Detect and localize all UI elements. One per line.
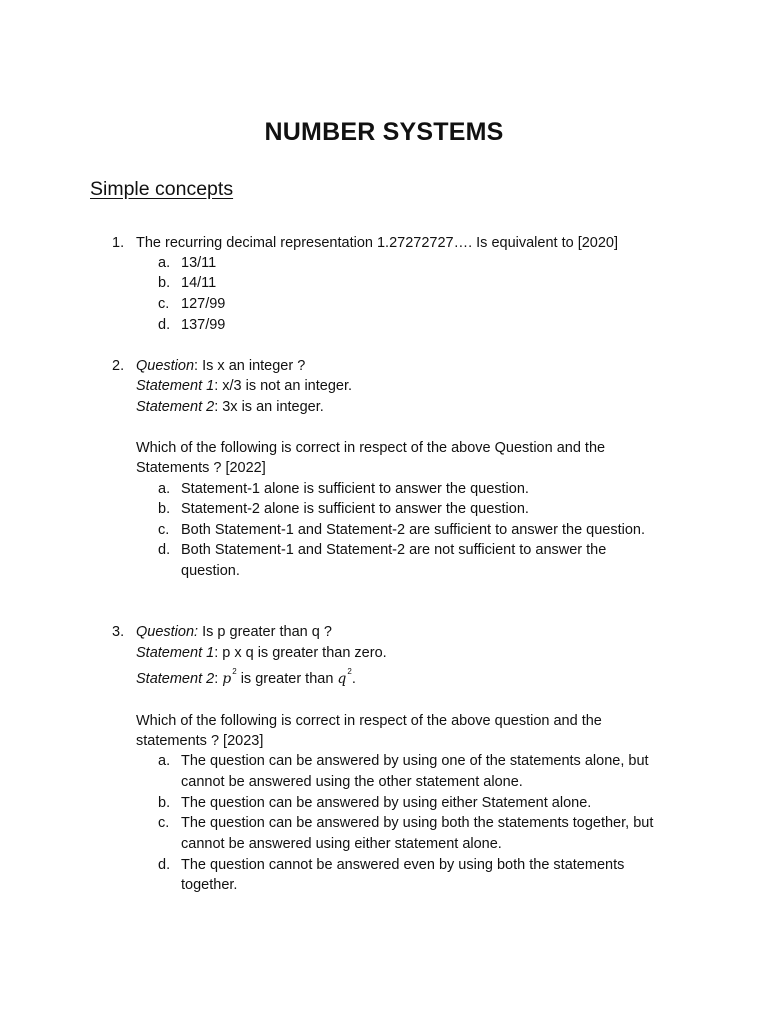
- q3-option-d-text-line-2: together.: [181, 877, 238, 893]
- q2-prompt-line-2: Statements ? [2022]: [136, 460, 266, 476]
- q2-statement1-text: : x/3 is not an integer.: [214, 378, 353, 394]
- question-2-number: 2.: [112, 358, 125, 374]
- q2-option-d-letter: d.: [158, 542, 171, 558]
- page-title: NUMBER SYSTEMS: [264, 118, 504, 146]
- math-variable-q: q: [337, 671, 347, 687]
- question-3-statement-2: [136, 669, 356, 691]
- q3-prompt-line-1: Which of the following is correct in respect of the above question and the: [136, 713, 602, 729]
- q3-option-a-letter: a.: [158, 753, 171, 769]
- q2-option-d-text-line-2: question.: [181, 563, 240, 579]
- question-3-statement-1: [136, 643, 387, 663]
- q2-option-b-text: Statement-2 alone is sufficient to answer the question.: [181, 501, 529, 517]
- q1-option-b-letter: b.: [158, 275, 171, 291]
- exponent-2: 2: [347, 667, 352, 676]
- q2-statement2-text: : 3x is an integer.: [214, 399, 324, 415]
- q1-option-d-letter: d.: [158, 317, 171, 333]
- q3-option-c-text-line-2: cannot be answered using either statement alone.: [181, 836, 502, 852]
- q3-statement2-end: .: [351, 671, 356, 687]
- q3-prompt-line-2: statements ? [2023]: [136, 733, 264, 749]
- q2-statement2-label: Statement 2: [136, 399, 215, 415]
- q1-option-b-text: 14/11: [181, 275, 217, 291]
- q1-option-c-letter: c.: [158, 296, 170, 312]
- question-2-statement-1: [136, 376, 352, 396]
- q3-option-a-text-line-2: cannot be answered using the other statement alone.: [181, 774, 523, 790]
- q2-question-text: : Is x an integer ?: [194, 358, 306, 374]
- q3-option-d-text-line-1: The question cannot be answered even by using both the statements: [181, 857, 625, 873]
- question-2-question: [136, 356, 305, 376]
- q2-statement1-label: Statement 1: [136, 378, 215, 394]
- question-1-text: The recurring decimal representation 1.27272727…. Is equivalent to [2020]: [136, 235, 619, 251]
- q3-question-label: Question:: [136, 624, 199, 640]
- q3-statement1-label: Statement 1: [136, 645, 215, 661]
- q1-option-a-text: 13/11: [181, 255, 217, 271]
- q3-option-c-letter: c.: [158, 815, 170, 831]
- q3-option-a-text-line-1: The question can be answered by using one of the statements alone, but: [181, 753, 649, 769]
- q3-statement2-label: Statement 2: [136, 671, 215, 687]
- q1-option-c-text: 127/99: [181, 296, 226, 312]
- q2-option-c-letter: c.: [158, 522, 170, 538]
- section-heading: Simple concepts: [90, 178, 234, 200]
- q2-question-label: Question: [136, 358, 195, 374]
- q3-statement1-text: : p x q is greater than zero.: [214, 645, 387, 661]
- question-2-statement-2: [136, 397, 324, 417]
- q2-option-c-text: Both Statement-1 and Statement-2 are sufficient to answer the question.: [181, 522, 646, 538]
- q3-option-c-text-line-1: The question can be answered by using both the statements together, but: [181, 815, 654, 831]
- q3-option-b-letter: b.: [158, 795, 171, 811]
- q2-prompt-line-1: Which of the following is correct in respect of the above Question and the: [136, 440, 606, 456]
- q3-option-b-text: The question can be answered by using either Statement alone.: [181, 795, 592, 811]
- q2-option-d-text-line-1: Both Statement-1 and Statement-2 are not sufficient to answer the: [181, 542, 607, 558]
- q3-statement2-sep: :: [214, 671, 223, 687]
- q2-option-a-letter: a.: [158, 481, 171, 497]
- q3-statement2-mid: is greater than: [236, 671, 338, 687]
- math-variable-p: p: [222, 671, 232, 687]
- exponent-2: 2: [232, 667, 237, 676]
- q2-option-a-text: Statement-1 alone is sufficient to answer the question.: [181, 481, 529, 497]
- q3-option-d-letter: d.: [158, 857, 171, 873]
- q1-option-a-letter: a.: [158, 255, 171, 271]
- question-3-question: [136, 622, 332, 642]
- q3-question-text: Is p greater than q ?: [198, 624, 332, 640]
- q1-option-d-text: 137/99: [181, 317, 226, 333]
- question-1-number: 1.: [112, 235, 125, 251]
- q2-option-b-letter: b.: [158, 501, 171, 517]
- question-3-number: 3.: [112, 624, 125, 640]
